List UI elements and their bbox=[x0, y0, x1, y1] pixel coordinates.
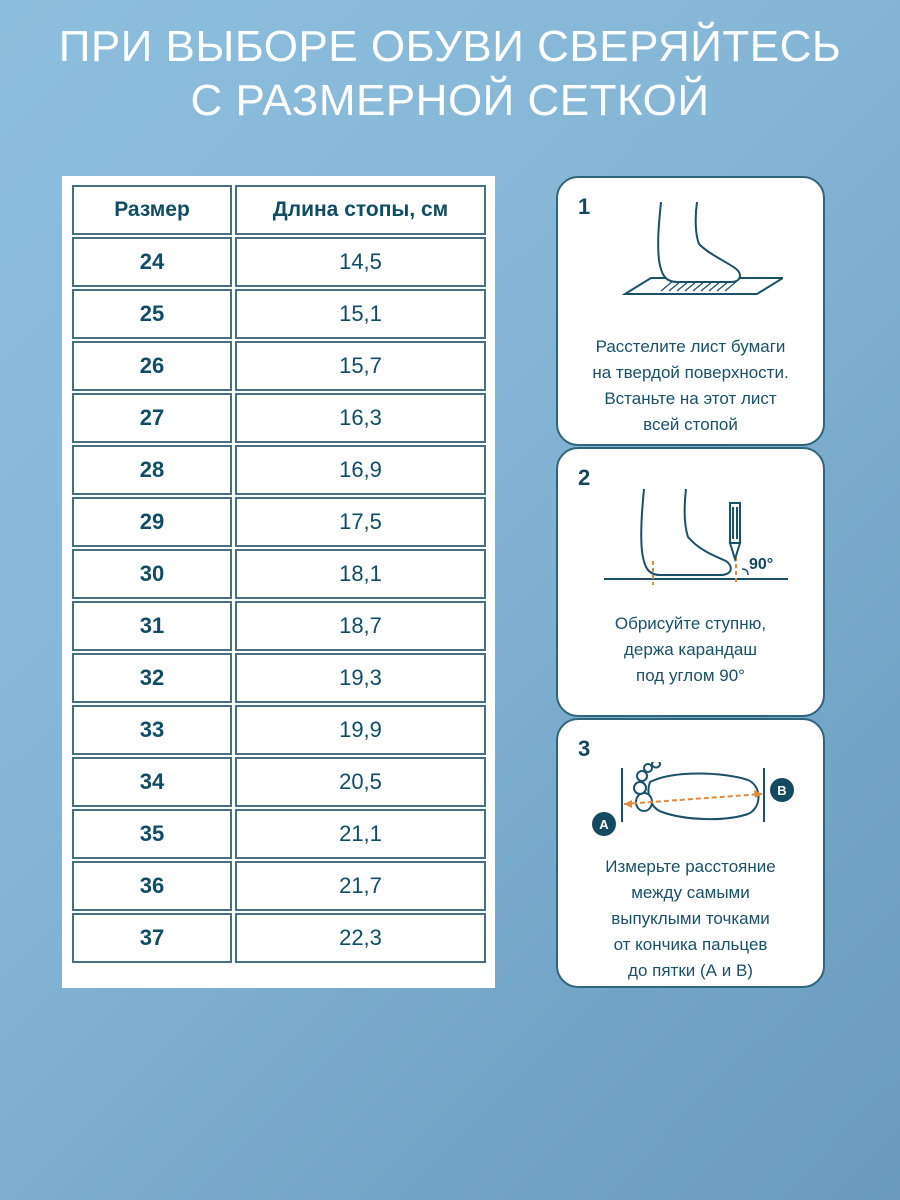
size-cell: 29 bbox=[72, 497, 232, 547]
size-cell: 33 bbox=[72, 705, 232, 755]
length-cell: 15,7 bbox=[235, 341, 486, 391]
step-number: 3 bbox=[578, 736, 591, 761]
length-cell: 16,3 bbox=[235, 393, 486, 443]
step-text-line: под углом 90° bbox=[636, 666, 745, 685]
length-cell: 21,7 bbox=[235, 861, 486, 911]
step-text-line: от кончика пальцев bbox=[613, 935, 768, 954]
length-cell: 19,9 bbox=[235, 705, 486, 755]
size-table bbox=[72, 184, 486, 964]
size-cell: 37 bbox=[72, 913, 232, 963]
size-cell: 30 bbox=[72, 549, 232, 599]
size-cell: 36 bbox=[72, 861, 232, 911]
table-row bbox=[72, 652, 486, 704]
length-cell: 15,1 bbox=[235, 289, 486, 339]
table-row bbox=[72, 808, 486, 860]
foot-trace-pencil-icon bbox=[602, 485, 792, 585]
foot-on-paper-icon bbox=[603, 202, 783, 320]
step-number: 2 bbox=[578, 465, 591, 490]
length-cell: 21,1 bbox=[235, 809, 486, 859]
table-row bbox=[72, 600, 486, 652]
length-cell: 16,9 bbox=[235, 445, 486, 495]
table-row bbox=[72, 236, 486, 288]
size-cell: 35 bbox=[72, 809, 232, 859]
size-cell: 25 bbox=[72, 289, 232, 339]
length-cell: 22,3 bbox=[235, 913, 486, 963]
step-text-line: выпуклыми точками bbox=[611, 909, 770, 928]
step-text-line: до пятки (А и В) bbox=[628, 961, 753, 980]
table-row bbox=[72, 496, 486, 548]
table-row bbox=[72, 548, 486, 600]
table-row bbox=[72, 912, 486, 964]
step-text-line: всей стопой bbox=[643, 415, 738, 434]
table-row bbox=[72, 444, 486, 496]
step-description bbox=[558, 854, 823, 984]
size-cell: 32 bbox=[72, 653, 232, 703]
size-cell: 27 bbox=[72, 393, 232, 443]
table-row bbox=[72, 860, 486, 912]
table-row bbox=[72, 704, 486, 756]
length-cell: 18,1 bbox=[235, 549, 486, 599]
header-foot-length: Длина стопы, см bbox=[235, 185, 486, 235]
point-b-label: B bbox=[777, 783, 787, 798]
table-row bbox=[72, 340, 486, 392]
length-cell: 18,7 bbox=[235, 601, 486, 651]
size-cell: 31 bbox=[72, 601, 232, 651]
angle-label: 90° bbox=[749, 556, 774, 573]
step-card-1 bbox=[556, 176, 825, 446]
step-text-line: Обрисуйте ступню, bbox=[614, 614, 767, 633]
length-cell: 19,3 bbox=[235, 653, 486, 703]
size-cell: 28 bbox=[72, 445, 232, 495]
step-text-line: Измерьте расстояние bbox=[605, 857, 776, 876]
table-header-row bbox=[72, 184, 486, 236]
step-card-3 bbox=[556, 718, 825, 988]
step-text-line: держа карандаш bbox=[624, 640, 757, 659]
foot-measure-icon bbox=[584, 762, 804, 842]
step-description bbox=[558, 334, 823, 438]
step-text-line: Расстелите лист бумаги bbox=[595, 337, 786, 356]
step-card-2 bbox=[556, 447, 825, 717]
step-text-line: между самыми bbox=[631, 883, 750, 902]
step-text-line: на твердой поверхности. bbox=[592, 363, 789, 382]
title-line-2: С РАЗМЕРНОЙ СЕТКОЙ bbox=[190, 76, 710, 125]
point-a-label: A bbox=[599, 817, 609, 832]
size-cell: 34 bbox=[72, 757, 232, 807]
header-size: Размер bbox=[72, 185, 232, 235]
title-line-1: ПРИ ВЫБОРЕ ОБУВИ СВЕРЯЙТЕСЬ bbox=[58, 22, 842, 71]
page-title bbox=[0, 20, 900, 128]
length-cell: 17,5 bbox=[235, 497, 486, 547]
length-cell: 20,5 bbox=[235, 757, 486, 807]
length-cell: 14,5 bbox=[235, 237, 486, 287]
step-text-line: Встаньте на этот лист bbox=[604, 389, 777, 408]
size-cell: 24 bbox=[72, 237, 232, 287]
step-number: 1 bbox=[578, 194, 591, 219]
table-row bbox=[72, 392, 486, 444]
size-cell: 26 bbox=[72, 341, 232, 391]
size-table-card bbox=[62, 176, 495, 988]
step-description bbox=[558, 611, 823, 689]
table-row bbox=[72, 756, 486, 808]
table-row bbox=[72, 288, 486, 340]
